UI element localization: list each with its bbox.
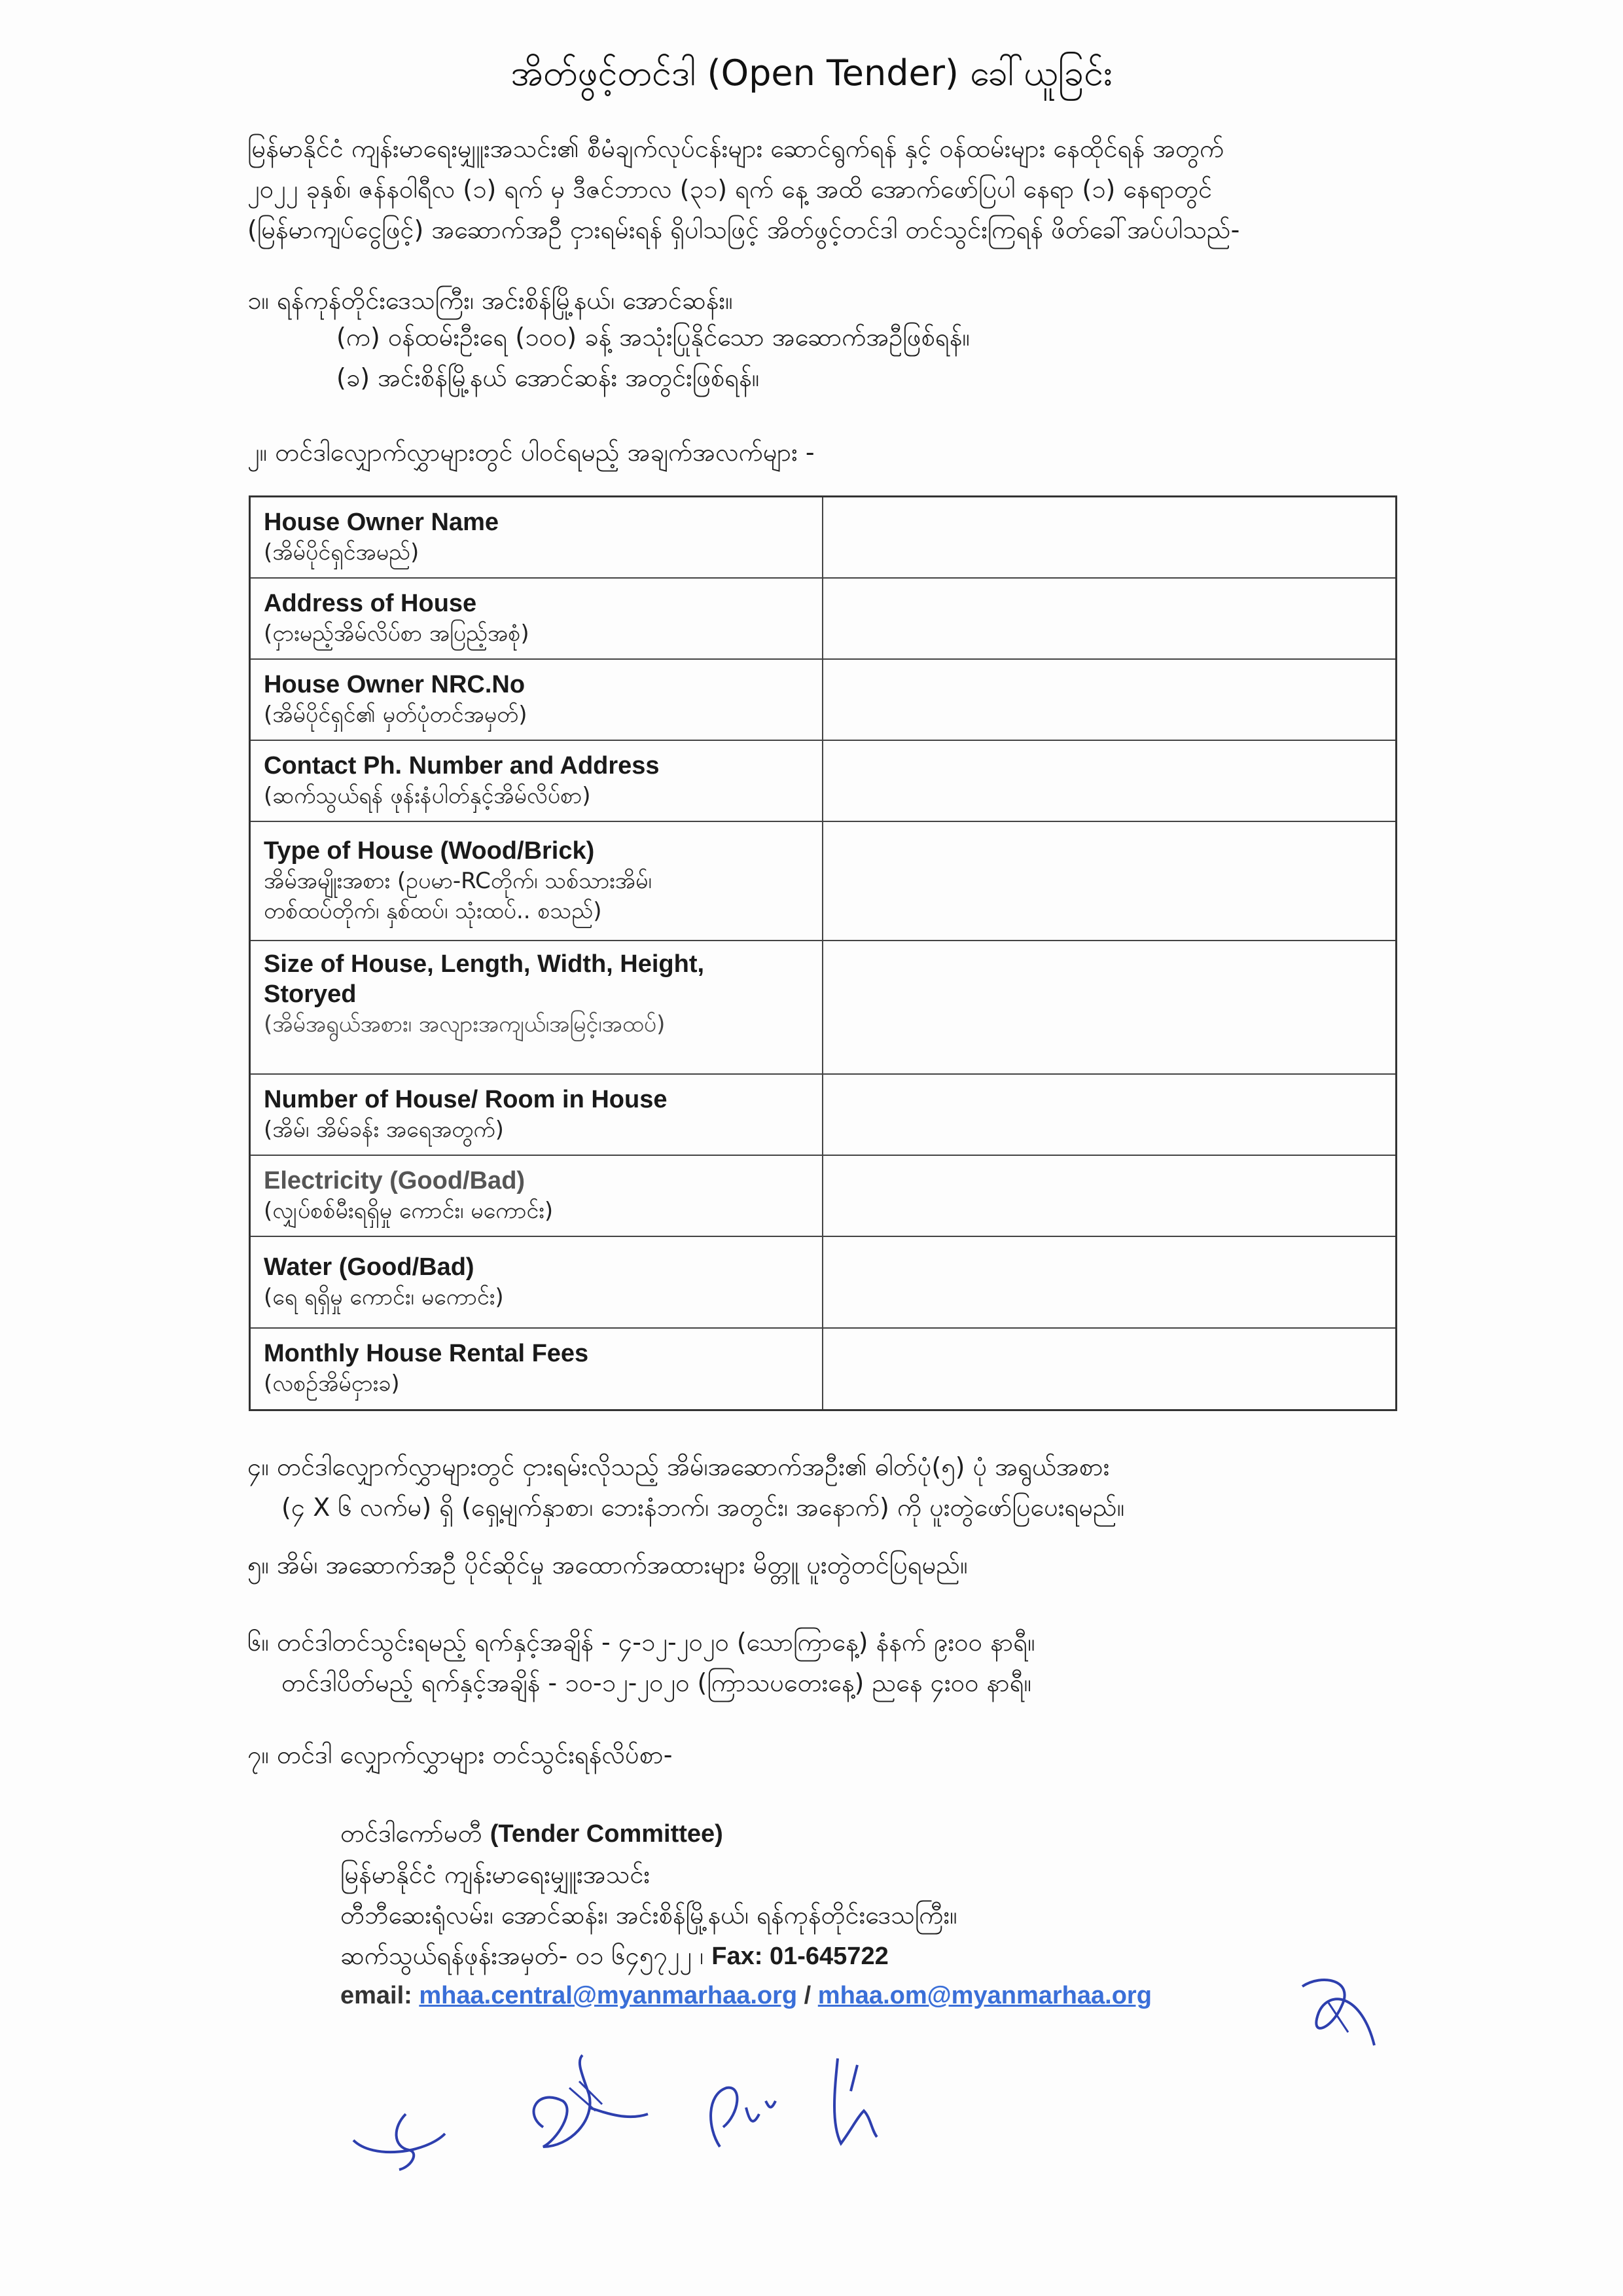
table-row bbox=[250, 1328, 1397, 1410]
committee-name-en: (Tender Committee) bbox=[490, 1820, 723, 1848]
label-myanmar: (အိမ်ပိုင်ရှင်အမည်) bbox=[264, 539, 419, 565]
label-english: Electricity (Good/Bad) bbox=[264, 1166, 526, 1194]
label-myanmar: (အိမ်ပိုင်ရှင်၏ မှတ်ပုံတင်အမှတ်) bbox=[264, 701, 527, 728]
section-6 bbox=[247, 1622, 1035, 1703]
intro-line: (မြန်မာကျပ်ငွေဖြင့်) အဆောက်အဦ ငှားရမ်းရန် ရှိပါသဖြင့် အိတ်ဖွင့်တင်ဒါ တင်သွင်းကြရန် ဖိတ်ခေါ်အပ်ပါသည်- bbox=[247, 215, 1240, 244]
email-label: email: bbox=[340, 1982, 412, 2009]
table-row bbox=[250, 659, 1397, 740]
application-form-table bbox=[249, 495, 1397, 1411]
address-block bbox=[340, 1813, 957, 1977]
value-cell[interactable] bbox=[823, 821, 1397, 941]
table-row bbox=[250, 497, 1397, 578]
label-english: Water (Good/Bad) bbox=[264, 1253, 474, 1281]
section-1-item: (ခ) အင်းစိန်မြို့နယ် အောင်ဆန်း အတွင်းဖြစ်ရန်။ bbox=[336, 363, 760, 392]
label-myanmar: (လျှပ်စစ်မီးရရှိမှု ကောင်း၊ မကောင်း) bbox=[264, 1197, 554, 1224]
label-english: House Owner NRC.No bbox=[264, 670, 526, 698]
value-cell[interactable] bbox=[823, 1236, 1397, 1328]
value-cell[interactable] bbox=[823, 1155, 1397, 1236]
row-label bbox=[250, 1074, 823, 1155]
email-link-central[interactable]: mhaa.central@myanmarhaa.org bbox=[419, 1982, 798, 2009]
row-label bbox=[250, 659, 823, 740]
label-english: House Owner Name bbox=[264, 508, 499, 536]
section-1-item: (က) ဝန်ထမ်းဦးရေ (၁၀၀) ခန့် အသုံးပြုနိုင်သော အဆောက်အဦဖြစ်ရန်။ bbox=[336, 323, 970, 351]
intro-line: ၂၀၂၂ ခုနှစ်၊ ဇန်နဝါရီလ (၁) ရက် မှ ဒီဇင်ဘာလ (၃၁) ရက် နေ့ အထိ အောက်ဖော်ပြပါ နေရာ (၁) နေရာတွင် bbox=[247, 175, 1213, 204]
intro-paragraph bbox=[247, 128, 1240, 250]
table-row bbox=[250, 821, 1397, 941]
label-myanmar: (အိမ်အရွယ်အစား၊ အလျားအကျယ်၊အမြင့်၊အထပ်) bbox=[264, 1011, 666, 1037]
page-title: အိတ်ဖွင့်တင်ဒါ (Open Tender) ခေါ်ယူခြင်း bbox=[510, 52, 1113, 94]
label-english: Number of House/ Room in House bbox=[264, 1085, 668, 1113]
label-english: Type of House (Wood/Brick) bbox=[264, 836, 595, 865]
row-label bbox=[250, 1236, 823, 1328]
signature-3 bbox=[694, 2062, 798, 2160]
email-separator: / bbox=[804, 1982, 812, 2009]
label-myanmar: (အိမ်၊ အိမ်ခန်း အရေအတွက်) bbox=[264, 1116, 504, 1143]
label-english: Contact Ph. Number and Address bbox=[264, 751, 660, 780]
row-label bbox=[250, 1328, 823, 1410]
row-label bbox=[250, 740, 823, 821]
section-7: ၇။ တင်ဒါ လျှောက်လွှာများ တင်သွင်းရန်လိပ်စာ- bbox=[247, 1740, 673, 1769]
value-cell[interactable] bbox=[823, 1074, 1397, 1155]
value-cell[interactable] bbox=[823, 659, 1397, 740]
label-myanmar: တစ်ထပ်တိုက်၊ နှစ်ထပ်၊ သုံးထပ်.. စသည်) bbox=[264, 897, 602, 924]
phone-line bbox=[340, 1935, 957, 1977]
signature-4 bbox=[812, 2052, 903, 2157]
street-address: တီဘီဆေးရုံလမ်း၊ အောင်ဆန်း၊ အင်းစိန်မြို့နယ်၊ ရန်ကုန်တိုင်းဒေသကြီး။ bbox=[340, 1901, 957, 1929]
section-4-line: (၄ X ၆ လက်မ) ရှိ (ရှေ့မျက်နှာစာ၊ ဘေးနံဘက်၊ အတွင်း၊ အနောက်) ကို ပူးတွဲဖော်ပြပေးရမည်။ bbox=[281, 1493, 1125, 1522]
label-myanmar: (လစဉ်အိမ်ငှားခ) bbox=[264, 1371, 400, 1397]
label-myanmar: (ရေ ရရှိမှု ကောင်း၊ မကောင်း) bbox=[264, 1283, 504, 1310]
section-4-line: ၄။ တင်ဒါလျှောက်လွှာများတွင် ငှားရမ်းလိုသည့် အိမ်၊အဆောက်အဦး၏ ဓါတ်ပုံ(၅) ပုံ အရွယ်အစား bbox=[247, 1452, 1110, 1481]
label-english: Monthly House Rental Fees bbox=[264, 1340, 589, 1368]
label-english: Address of House bbox=[264, 589, 477, 617]
value-cell[interactable] bbox=[823, 1328, 1397, 1410]
row-label bbox=[250, 578, 823, 659]
table-row bbox=[250, 1236, 1397, 1328]
label-english: Size of House, Length, Width, Height, Storyed bbox=[264, 950, 705, 1008]
email-link-om[interactable]: mhaa.om@myanmarhaa.org bbox=[817, 1982, 1152, 2009]
label-myanmar: အိမ်အမျိုးအစား (ဥပမာ-RCတိုက်၊ သစ်သားအိမ်၊ bbox=[264, 867, 652, 894]
committee-name-my: တင်ဒါကော်မတီ bbox=[340, 1819, 482, 1848]
row-label bbox=[250, 1155, 823, 1236]
table-row bbox=[250, 740, 1397, 821]
value-cell[interactable] bbox=[823, 941, 1397, 1074]
section-4 bbox=[247, 1446, 1124, 1528]
phone-label: ဆက်သွယ်ရန်ဖုန်းအမှတ်- ၀၁ ၆၄၅၇၂၂ ၊ bbox=[340, 1941, 704, 1970]
row-label bbox=[250, 821, 823, 941]
section-5: ၅။ အိမ်၊ အဆောက်အဦ ပိုင်ဆိုင်မှု အထောက်အထားများ မိတ္တူ ပူးတွဲတင်ပြရမည်။ bbox=[247, 1551, 968, 1579]
value-cell[interactable] bbox=[823, 497, 1397, 578]
organization-name: မြန်မာနိုင်ငံ ကျန်းမာရေးမျှူးအသင်း bbox=[340, 1860, 651, 1889]
intro-line: မြန်မာနိုင်ငံ ကျန်းမာရေးမျှူးအသင်း၏ စီမံချက်လုပ်ငန်းများ ဆောင်ရွက်ရန် နှင့် ဝန်ထမ်းများ နေထိုင်ရန် အတွက် bbox=[247, 134, 1224, 163]
section-6-line: တင်ဒါပိတ်မည့် ရက်နှင့်အချိန် - ၁၀-၁၂-၂၀၂၀ (ကြာသပတေးနေ့) ညနေ ၄း၀၀ နာရီ။ bbox=[281, 1668, 1032, 1697]
section-2-heading: ၂။ တင်ဒါလျှောက်လွှာများတွင် ပါဝင်ရမည့် အချက်အလက်များ - bbox=[247, 438, 815, 467]
table-row bbox=[250, 941, 1397, 1074]
table-row bbox=[250, 1155, 1397, 1236]
table-row bbox=[250, 1074, 1397, 1155]
signature-mark-right bbox=[1283, 1967, 1387, 2058]
row-label bbox=[250, 497, 823, 578]
table-row bbox=[250, 578, 1397, 659]
section-6-line: ၆။ တင်ဒါတင်သွင်းရမည့် ရက်နှင့်အချိန် - ၄-၁၂-၂၀၂၀ (သောကြာနေ့) နံနက် ၉း၀၀ နာရီ။ bbox=[247, 1628, 1035, 1657]
signature-2 bbox=[517, 2049, 661, 2166]
signature-1 bbox=[347, 2075, 465, 2173]
email-line bbox=[340, 1982, 1152, 2010]
value-cell[interactable] bbox=[823, 578, 1397, 659]
committee-line bbox=[340, 1813, 957, 1854]
row-label bbox=[250, 941, 823, 1074]
section-1-heading: ၁။ ရန်ကုန်တိုင်းဒေသကြီး၊ အင်းစိန်မြို့နယ်၊ အောင်ဆန်း။ bbox=[247, 286, 733, 315]
fax-number: Fax: 01-645722 bbox=[711, 1943, 889, 1970]
value-cell[interactable] bbox=[823, 740, 1397, 821]
label-myanmar: (ငှားမည့်အိမ်လိပ်စာ အပြည့်အစုံ) bbox=[264, 620, 529, 647]
label-myanmar: (ဆက်သွယ်ရန် ဖုန်းနံပါတ်နှင့်အိမ်လိပ်စာ) bbox=[264, 782, 591, 809]
